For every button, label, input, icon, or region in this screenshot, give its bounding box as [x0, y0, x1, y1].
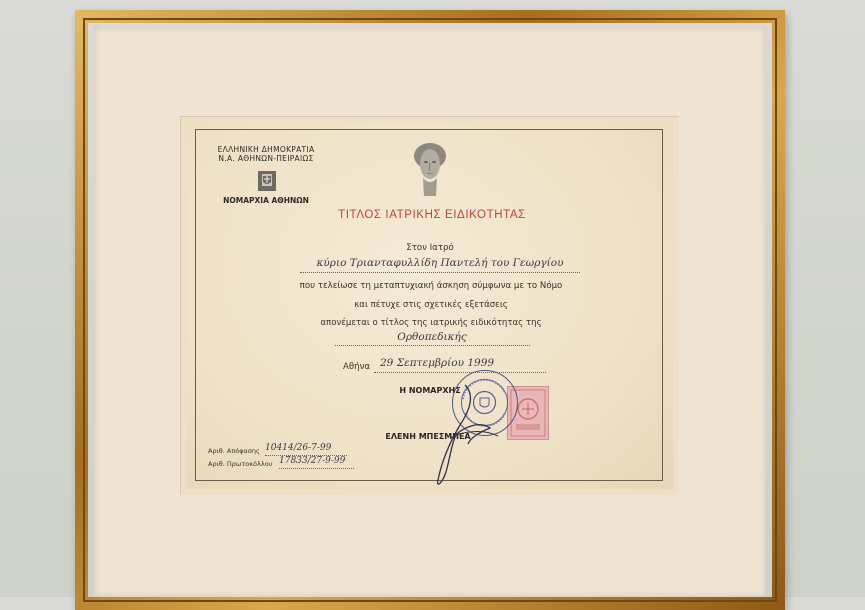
header-republic: ΕΛΛΗΝΙΚΗ ΔΗΜΟΚΡΑΤΙΑ [217, 145, 315, 154]
recipient-dotted-line [300, 272, 580, 273]
date-text: 29 Σεπτεμβρίου 1999 [380, 357, 495, 369]
signature-icon [420, 380, 510, 490]
statue-head-icon [410, 140, 450, 198]
header-authority: ΝΟΜΑΡΧΙΑ ΑΘΗΝΩΝ [223, 196, 309, 205]
signatory-name: ΕΛΕΝΗ ΜΠΕΣΜΠΕΑ [385, 432, 471, 441]
header-prefecture: Ν.Α. ΑΘΗΝΩΝ-ΠΕΙΡΑΙΩΣ [218, 154, 314, 163]
recipient-name: κύριο Τριανταφυλλίδη Παντελή του Γεωργίου [316, 257, 564, 269]
body-line-2: και πέτυχε στις σχετικές εξετάσεις [354, 300, 508, 310]
body-line-1: που τελείωσε τη μεταπτυχιακή άσκηση σύμφωνα με το Νόμο [299, 281, 563, 291]
protocol-number-value: 17833/27-9-99 [279, 456, 346, 466]
to-doctor-text: Στον Ιατρό [406, 243, 454, 253]
specialty-name: Ορθοπεδικής [397, 331, 467, 343]
protocol-number-label: Αριθ. Πρωτοκόλλου [208, 460, 273, 468]
coat-of-arms-icon [254, 168, 280, 194]
decision-number-value: 10414/26-7-99 [265, 443, 332, 453]
specialty-dotted-line [335, 345, 530, 346]
body-line-3: απονέμεται ο τίτλος της ιατρικής ειδικότητας της [320, 318, 542, 328]
protocol-dotted-line [279, 468, 354, 469]
signatory-title: Η ΝΟΜΑΡΧΗΣ [399, 386, 461, 395]
certificate-title: ΤΙΤΛΟΣ ΙΑΤΡΙΚΗΣ ΕΙΔΙΚΟΤΗΤΑΣ [338, 209, 526, 221]
decision-number-label: Αριθ. Απόφασης [208, 447, 260, 455]
place-text: Αθήνα [343, 362, 371, 372]
